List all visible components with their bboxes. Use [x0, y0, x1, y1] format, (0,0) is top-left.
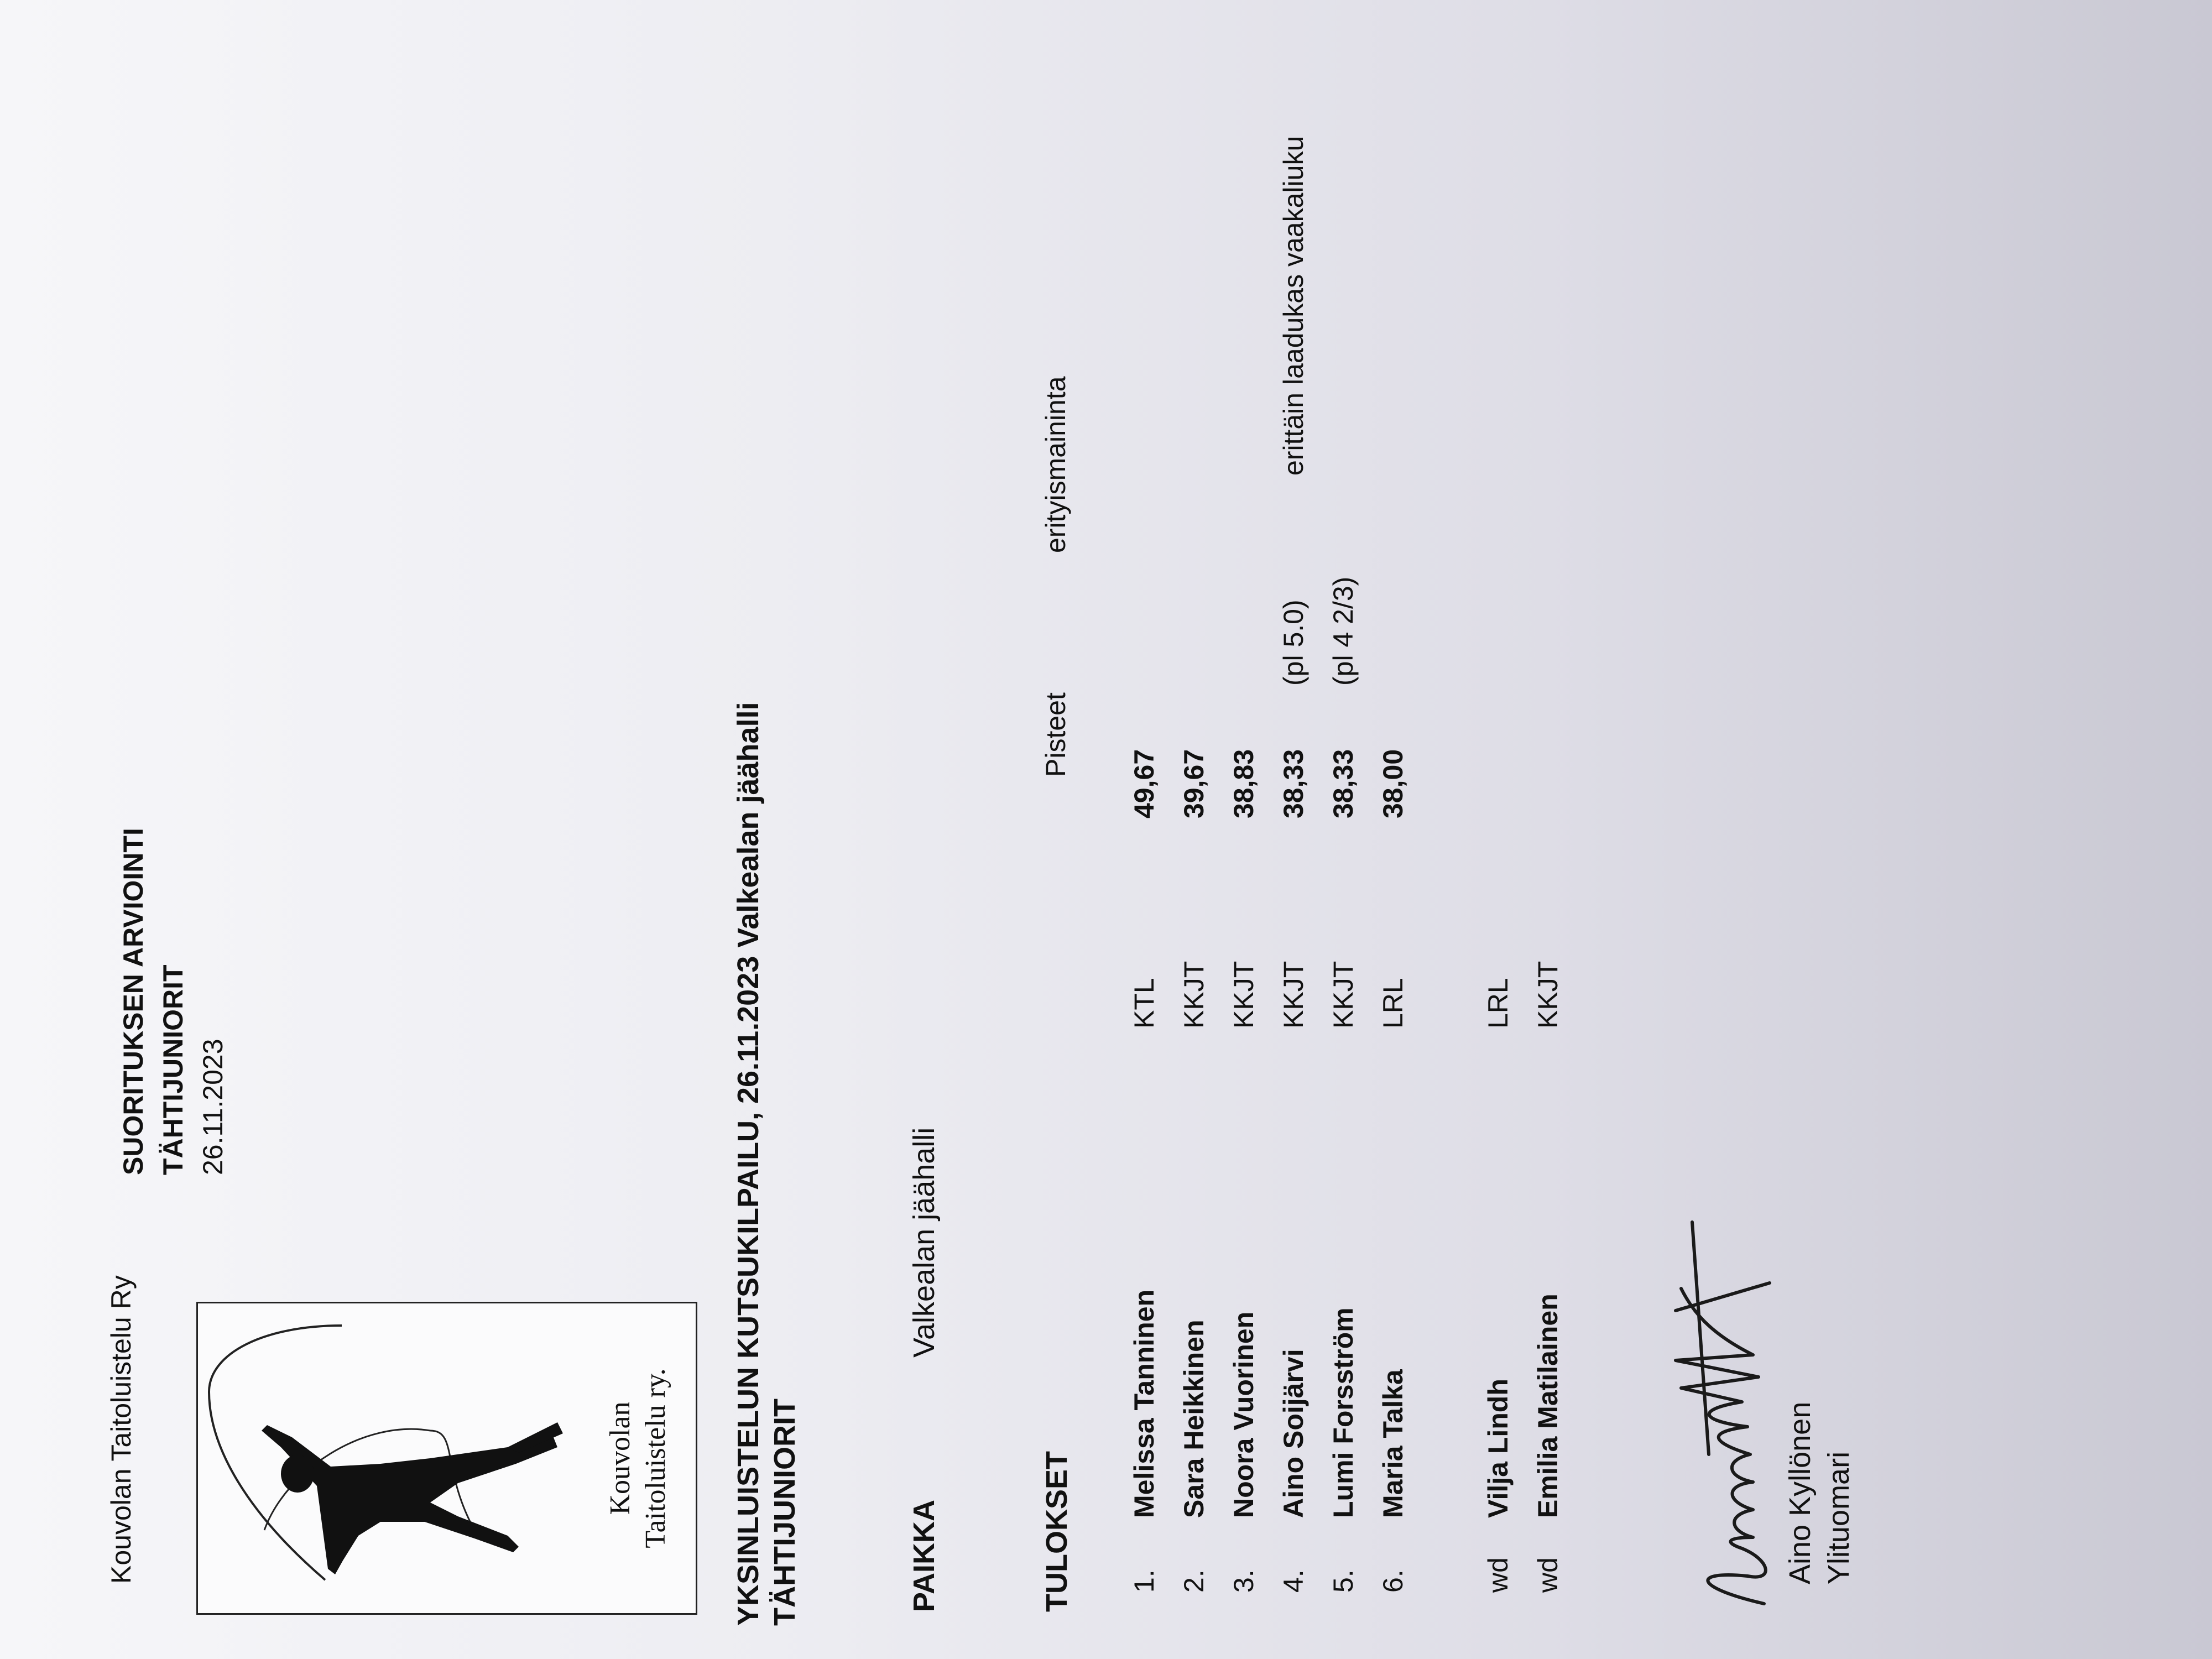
document-title: SUORITUKSEN ARVIOINTI: [118, 828, 149, 1175]
handwritten-signature: [1659, 1200, 1792, 1620]
rank-cell: 2.: [1178, 1569, 1209, 1593]
place-value: Valkealan jäähalli: [907, 1127, 941, 1358]
name-cell: Sara Heikkinen: [1178, 1319, 1209, 1518]
points-cell: 38,00: [1378, 749, 1408, 818]
club-cell: KKJT: [1178, 961, 1209, 1029]
name-cell: Emilia Matilainen: [1532, 1293, 1563, 1518]
place-label: PAIKKA: [907, 1499, 941, 1612]
signature-block: [1781, 1402, 1858, 1584]
withdrawn-mark: wd: [1483, 1557, 1514, 1593]
club-cell: KKJT: [1532, 961, 1563, 1029]
document-date: 26.11.2023: [197, 1039, 228, 1175]
rank-cell: 3.: [1228, 1569, 1259, 1593]
rank-cell: 6.: [1378, 1569, 1408, 1593]
signer-name: Aino Kyllönen: [1783, 1401, 1817, 1584]
special-mention-column-header: erityismaininta: [1040, 376, 1071, 553]
document-category: TÄHTIJUNIORIT: [158, 964, 189, 1175]
points-cell: 38,83: [1228, 749, 1259, 818]
document-header: [113, 828, 233, 1175]
name-cell: Lumi Forsström: [1328, 1307, 1359, 1518]
club-cell: LRL: [1483, 978, 1514, 1029]
signer-role: Ylituomari: [1822, 1451, 1855, 1584]
competition-title: [730, 702, 803, 1626]
logo-text: Kouvolan Taitoluistelu ry.: [604, 1368, 671, 1548]
note-cell: erittäin laadukas vaakaliuku: [1278, 135, 1309, 476]
points-cell: 49,67: [1129, 749, 1160, 818]
points-cell: 38,33: [1278, 749, 1309, 818]
rank-cell: 1.: [1129, 1569, 1160, 1593]
results-label: TULOKSET: [1040, 1451, 1073, 1612]
club-logo: [196, 1302, 697, 1615]
rank-cell: 4.: [1278, 1569, 1309, 1593]
club-cell: KKJT: [1228, 961, 1259, 1029]
points-cell: 38,33: [1328, 749, 1359, 818]
name-cell: Maria Talka: [1378, 1369, 1408, 1518]
name-cell: Noora Vuorinen: [1228, 1311, 1259, 1518]
club-cell: KKJT: [1328, 961, 1359, 1029]
name-cell: Vilja Lindh: [1483, 1379, 1514, 1518]
tiebreak-cell: (pl 5.0): [1278, 599, 1309, 686]
name-cell: Aino Soijärvi: [1278, 1349, 1309, 1518]
points-column-header: Pisteet: [1040, 692, 1071, 777]
rank-cell: 5.: [1328, 1569, 1359, 1593]
club-cell: KKJT: [1278, 961, 1309, 1029]
withdrawn-mark: wd: [1532, 1557, 1563, 1593]
competition-title-line2: TÄHTIJUNIORIT: [768, 1399, 801, 1626]
club-cell: LRL: [1378, 978, 1408, 1029]
tiebreak-cell: (pl 4 2/3): [1328, 576, 1359, 686]
competition-title-line1: YKSINLUISTELUN KUTSUKILPAILU, 26.11.2023 Valkealan jäähalli: [732, 702, 765, 1626]
club-cell: KTL: [1129, 978, 1160, 1029]
organization-name: Kouvolan Taitoluistelu Ry: [106, 1275, 137, 1584]
points-cell: 39,67: [1178, 749, 1209, 818]
name-cell: Melissa Tanninen: [1129, 1289, 1160, 1518]
